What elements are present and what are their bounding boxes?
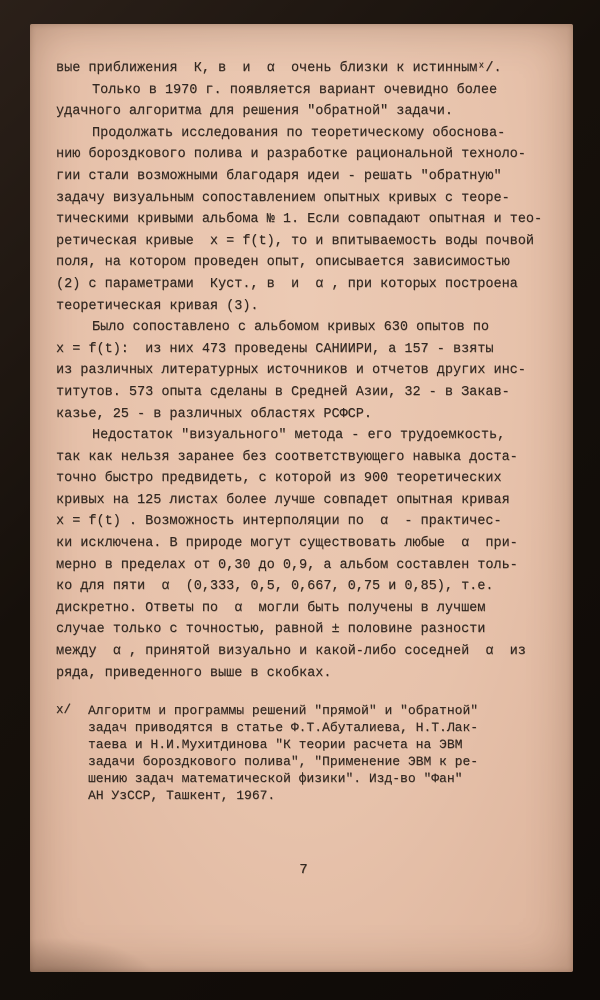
text-line: ко для пяти α (0,333, 0,5, 0,667, 0,75 и 0,85), т.е. (56, 579, 494, 595)
page-number: 7 (299, 862, 308, 879)
text-line: удачного алгоритма для решения "обратной" задачи. (56, 104, 453, 120)
footnote-line: задачи бороздкового полива", "Применение ЭВМ к ре- (88, 754, 479, 770)
text-line: вые приближения К, в и α очень близки к истиннымˣ/. (56, 61, 502, 76)
text-line: кривых на 125 листах более лучше совпадет опытная кривая (56, 492, 510, 508)
text-line: x = f(t): из них 473 проведены САНИИРИ, а 157 - взяты (56, 341, 494, 357)
text-line: между α , принятой визуально и какой-либо соседней α из (56, 644, 526, 660)
document-page (30, 24, 573, 972)
text-line: поля, на котором проведен опыт, описывается зависимостью (56, 255, 510, 271)
text-line: ки исключена. В природе могут существовать любые α при- (56, 536, 518, 552)
footnote-line: шению задач математической физики". Изд-во "Фан" (88, 771, 463, 787)
footnote-marker: х/ (56, 703, 72, 718)
footnote-line: АН УзССР, Ташкент, 1967. (88, 788, 276, 804)
text-line: из различных литературных источников и отчетов других инс- (56, 363, 526, 379)
footnote-line: задач приводятся в статье Ф.Т.Абуталиева, Н.Т.Лак- (88, 720, 479, 736)
text-line: ретическая кривые x = f(t), то и впитываемость воды почвой (56, 233, 534, 249)
text-line: Было сопоставлено с альбомом кривых 630 опытов по (92, 320, 489, 336)
page-content (30, 24, 573, 878)
text-line: задачу визуальным сопоставлением опытных кривых с теоре- (56, 190, 510, 206)
text-line: титутов. 573 опыта сделаны в Средней Азии, 32 - в Закав- (56, 384, 510, 400)
text-line: казье, 25 - в различных областях РСФСР. (56, 406, 372, 422)
text-line: мерно в пределах от 0,30 до 0,9, а альбом составлен толь- (56, 557, 518, 573)
text-line: случае только с точностью, равной ± половине разности (56, 622, 486, 638)
text-line: так как нельзя заранее без соответствующего навыка доста- (56, 449, 518, 465)
text-line: теоретическая кривая (3). (56, 298, 259, 314)
text-line: гии стали возможными благодаря идеи - решать "обратную" (56, 168, 502, 184)
text-line: ряда, приведенного выше в скобках. (56, 665, 332, 681)
text-line: точно быстро предвидеть, с которой из 900 теоретических (56, 471, 502, 487)
footnote (56, 702, 551, 804)
text-line: Только в 1970 г. появляется вариант очевидно более (92, 82, 498, 98)
text-line: тическими кривыми альбома № 1. Если совпадают опытная и тео- (56, 212, 543, 228)
text-line: Продолжать исследования по теоретическому обоснова- (92, 125, 506, 141)
text-line: нию бороздкового полива и разработке рациональной техноло- (56, 147, 526, 163)
footnote-text (88, 702, 478, 804)
footnote-line: Алгоритм и программы решений "прямой" и "обратной" (88, 703, 479, 719)
text-line: x = f(t) . Возможность интерполяции по α - практичес- (56, 514, 502, 530)
text-line: дискретно. Ответы по α могли быть получены в лучшем (56, 600, 486, 616)
text-line: (2) с параметрами Куст., в и α , при которых построена (56, 276, 518, 292)
text-line: Недостаток "визуального" метода - его трудоемкость, (92, 428, 506, 444)
main-text (56, 58, 551, 684)
footnote-line: таева и Н.И.Мухитдинова "К теории расчета на ЭВМ (88, 737, 463, 753)
